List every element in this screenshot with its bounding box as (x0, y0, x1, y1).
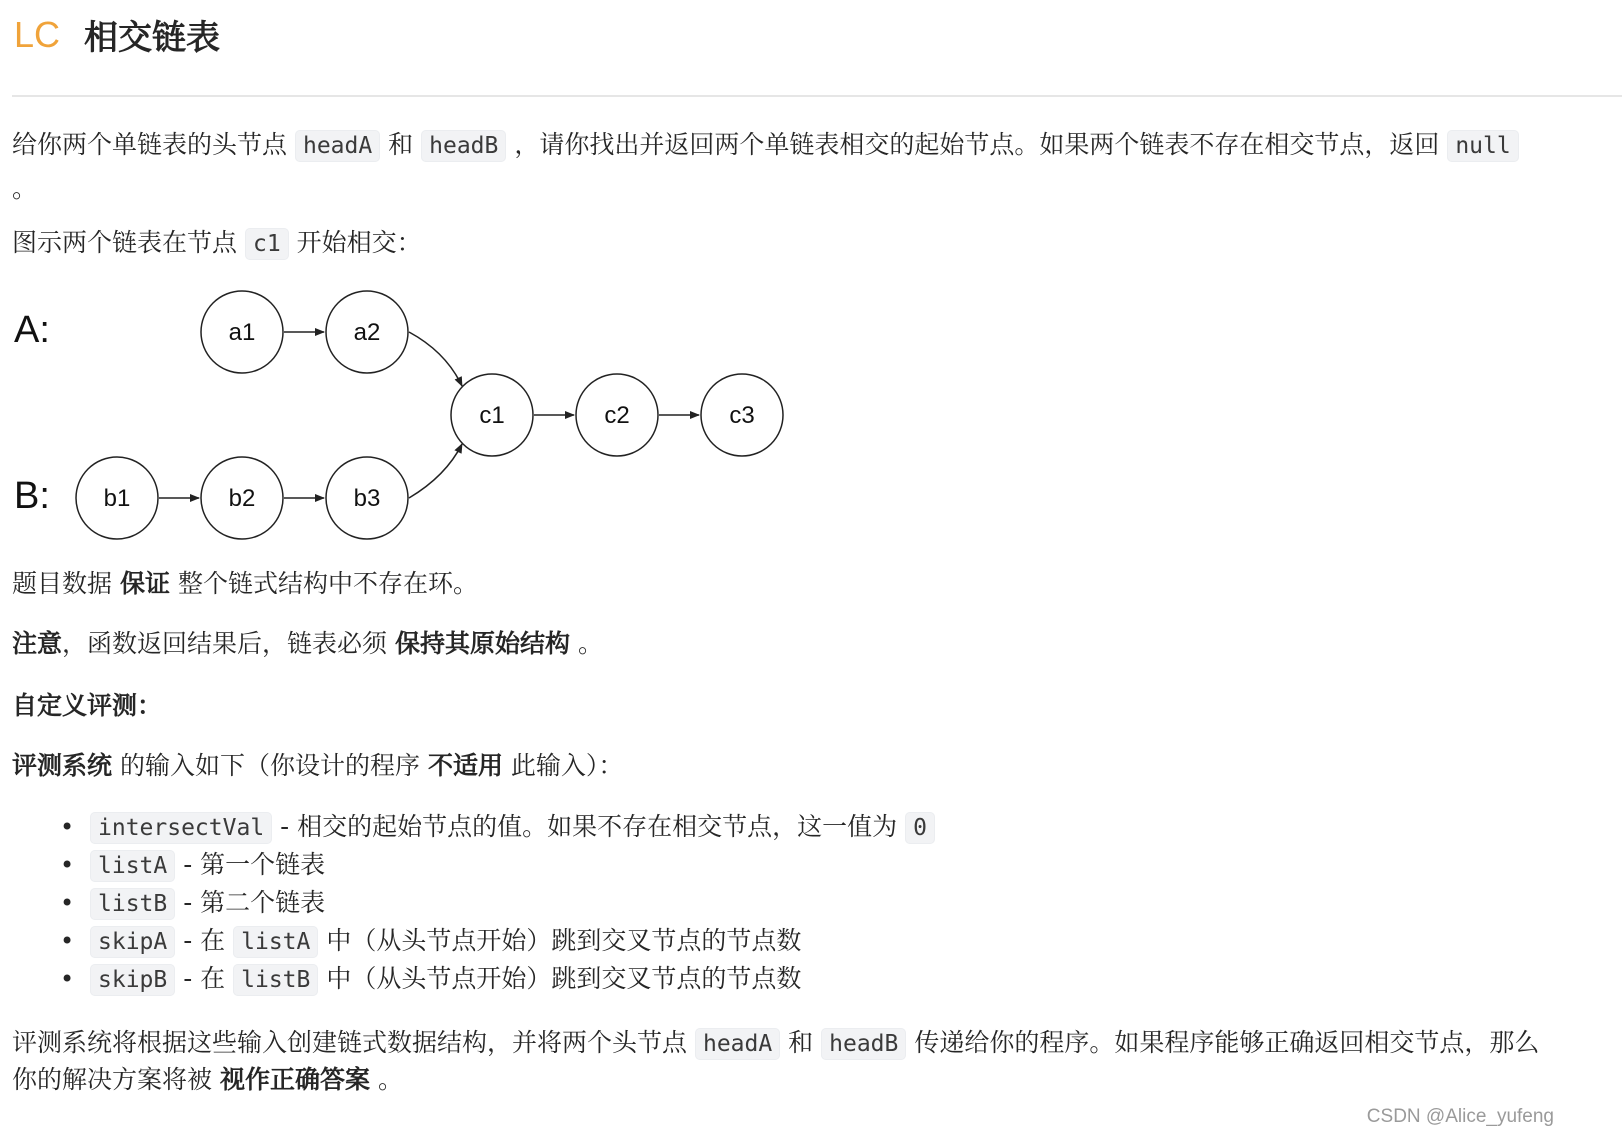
guarantee-bold: 保证 (119, 569, 170, 598)
closing-text: 传递给你的程序。如果程序能够正确返回相交节点，那么 (914, 1028, 1540, 1057)
list-item-listA (60, 846, 935, 884)
note-text: ，函数返回结果后，链表必须 (62, 629, 388, 658)
label-list-a: A: (14, 309, 50, 351)
list-item-text: 中（从头节点开始）跳到交叉节点的节点数 (326, 926, 802, 955)
note-bold: 注意 (12, 629, 63, 658)
code-headB: headB (421, 130, 506, 162)
guarantee-text: 题目数据 (12, 569, 113, 598)
code-headB: headB (821, 1028, 906, 1060)
node-label-c2: c2 (604, 402, 630, 429)
code-skipA: skipA (90, 926, 175, 958)
problem-title: 相交链表 (84, 18, 221, 58)
node-label-b3: b3 (353, 485, 381, 512)
header-divider (12, 95, 1622, 97)
figure-caption (12, 224, 422, 263)
closing-bold: 视作正确答案 (219, 1065, 370, 1094)
linked-list-diagram (0, 280, 820, 550)
judge-text: 此输入）： (510, 751, 624, 780)
node-label-c3: c3 (729, 402, 755, 429)
caption-text: 图示两个链表在节点 (12, 228, 238, 257)
list-item-listB (60, 884, 935, 922)
list-item-skipA (60, 922, 935, 960)
caption-text: 开始相交： (296, 228, 422, 257)
guarantee-paragraph (12, 565, 478, 603)
guarantee-text: 整个链式结构中不存在环。 (177, 569, 478, 598)
list-item-text: - 相交的起始节点的值。如果不存在相交节点，这一值为 (280, 812, 898, 841)
list-item-intersectVal (60, 808, 935, 846)
code-listB: listB (90, 888, 175, 920)
custom-judge-heading (12, 687, 162, 725)
code-headA: headA (695, 1028, 780, 1060)
list-item-text: - 第一个链表 (183, 850, 326, 879)
list-item-text: - 在 (183, 964, 226, 993)
judge-bold: 不适用 (427, 751, 503, 780)
judge-input-paragraph (12, 747, 623, 785)
closing-text: 评测系统将根据这些输入创建链式数据结构，并将两个头节点 (12, 1028, 688, 1057)
custom-judge-title: 自定义评测： (12, 691, 163, 720)
label-list-b: B: (14, 475, 50, 517)
judge-input-list (60, 808, 935, 998)
code-headA: headA (295, 130, 380, 162)
arrow-a2-c1 (409, 332, 462, 386)
arrow-b3-c1 (409, 444, 462, 498)
note-bold: 保持其原始结构 (394, 629, 570, 658)
code-zero: 0 (905, 812, 935, 844)
intro-text: 和 (388, 130, 414, 159)
list-item-text: 中（从头节点开始）跳到交叉节点的节点数 (326, 964, 802, 993)
list-item-text: - 在 (183, 926, 226, 955)
code-listB: listB (233, 964, 318, 996)
node-label-a2: a2 (353, 319, 381, 346)
node-label-c1: c1 (479, 402, 505, 429)
closing-text: 你的解决方案将被 (12, 1065, 213, 1094)
list-item-text: - 第二个链表 (183, 888, 326, 917)
closing-text: 和 (788, 1028, 814, 1057)
csdn-watermark: CSDN @Alice_yufeng (1366, 1106, 1554, 1127)
intro-text: 给你两个单链表的头节点 (12, 130, 288, 159)
judge-text: 的输入如下（你设计的程序 (119, 751, 420, 780)
node-label-a1: a1 (228, 319, 256, 346)
problem-header (14, 10, 220, 59)
code-intersectVal: intersectVal (90, 812, 272, 844)
leetcode-logo: LC (14, 13, 61, 55)
closing-paragraph (12, 1024, 1539, 1063)
closing-text: 。 (377, 1065, 403, 1094)
code-skipB: skipB (90, 964, 175, 996)
code-listA: listA (233, 926, 318, 958)
intro-period (12, 170, 37, 208)
note-paragraph (12, 625, 603, 663)
code-null: null (1447, 130, 1518, 162)
code-c1: c1 (245, 228, 289, 260)
note-text: 。 (577, 629, 603, 658)
closing-paragraph-line2 (12, 1061, 403, 1099)
intro-text: 。 (12, 174, 38, 203)
intro-text: ，请你找出并返回两个单链表相交的起始节点。如果两个链表不存在相交节点，返回 (514, 130, 1440, 159)
node-label-b2: b2 (228, 485, 256, 512)
list-item-skipB (60, 960, 935, 998)
node-label-b1: b1 (103, 485, 131, 512)
problem-intro (12, 126, 1519, 165)
code-listA: listA (90, 850, 175, 882)
judge-bold: 评测系统 (12, 751, 113, 780)
